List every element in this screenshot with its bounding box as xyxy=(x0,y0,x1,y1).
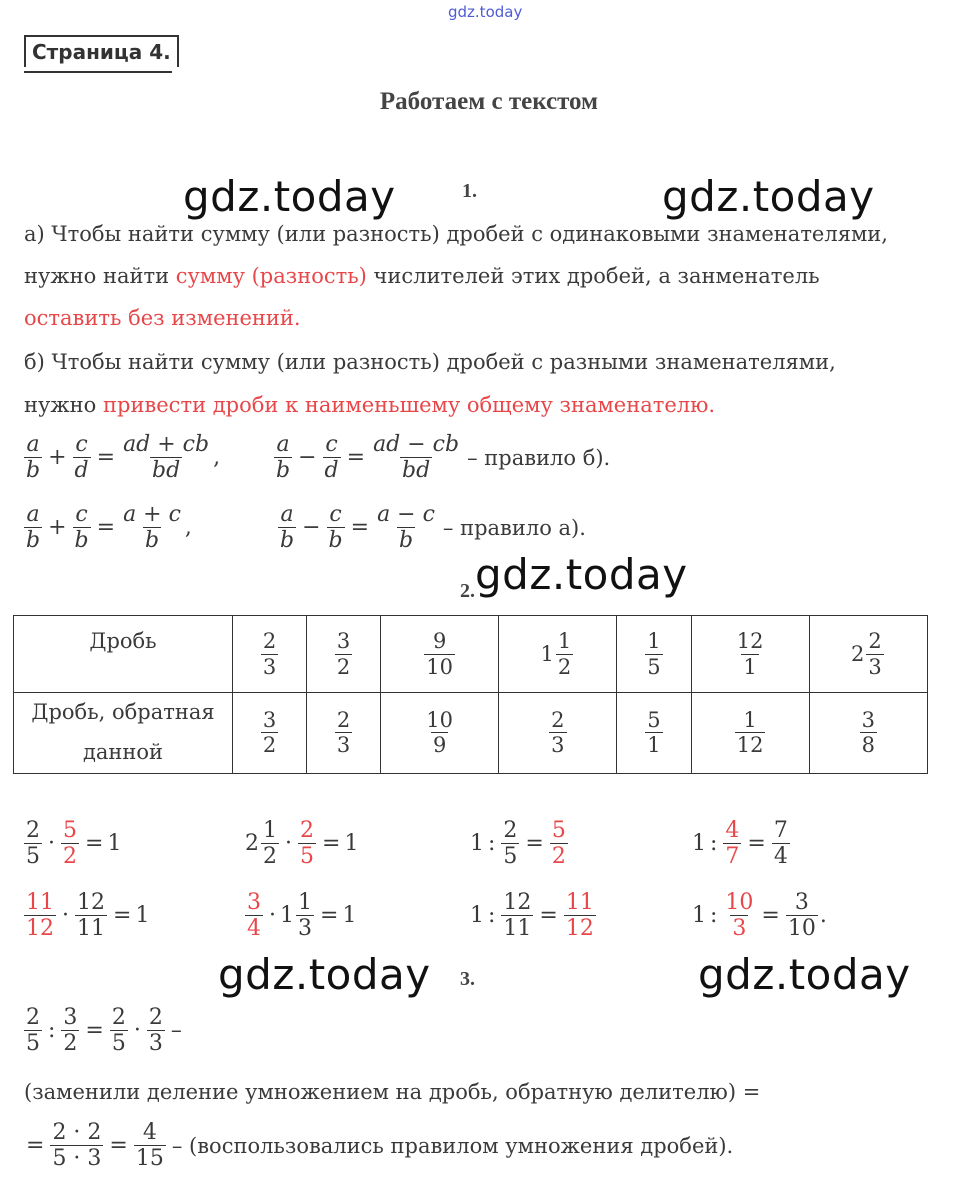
page-label: Страница 4. xyxy=(24,35,179,67)
rule-a-line2: нужно найти сумму (разность) числителей этих дробей, а занменатель xyxy=(24,264,820,288)
table-cell: $\frac{3}{8}$ xyxy=(809,693,927,774)
formula-difference-same-denominators: $\frac{a}{b}$ − $\frac{c}{b}$ = $\frac{a - c}{b}$ – правило а). xyxy=(280,502,586,554)
section-3-number: 3. xyxy=(460,968,475,990)
table-cell: $\frac{1}{5}$ xyxy=(617,616,691,693)
table-cell: $\frac{10}{9}$ xyxy=(381,693,499,774)
row-header-reciprocal: Дробь, обратная данной xyxy=(14,693,233,774)
table-cell: 1 $\frac{1}{2}$ xyxy=(499,616,617,693)
watermark: gdz.today xyxy=(475,550,688,599)
watermark: gdz.today xyxy=(698,950,911,999)
row-header-fraction: Дробь xyxy=(14,616,233,693)
table-cell: $\frac{5}{1}$ xyxy=(617,693,691,774)
rule-b-label: – правило б). xyxy=(467,445,611,470)
rule-a-line1: а) Чтобы найти сумму (или разность) дробей с одинаковыми знаменателями, xyxy=(24,222,888,246)
formula-sum-same-denominators: $\frac{a}{b}$ + $\frac{c}{b}$ = $\frac{a + c}{b}$ , xyxy=(26,502,192,554)
table-row xyxy=(14,616,928,693)
table-cell: $\frac{2}{3}$ xyxy=(499,693,617,774)
table-cell: $\frac{12}{1}$ xyxy=(691,616,809,693)
page-label-underline xyxy=(24,71,172,73)
table-cell: $\frac{9}{10}$ xyxy=(381,616,499,693)
watermark: gdz.today xyxy=(218,950,431,999)
equation-4: 1 : $\frac{4}{7}$ = $\frac{7}{4}$ xyxy=(692,818,788,870)
equation-3: 1 : $\frac{2}{5}$ = $\frac{5}{2}$ xyxy=(470,818,566,870)
equation-7: 1 : $\frac{12}{11}$ = $\frac{11}{12}$ xyxy=(470,890,594,942)
table-cell: $\frac{3}{2}$ xyxy=(307,616,381,693)
equation-5: $\frac{11}{12}$ · $\frac{12}{11}$ = 1 xyxy=(26,890,150,942)
equation-8: 1 : $\frac{10}{3}$ = $\frac{3}{10}$ . xyxy=(692,890,827,942)
watermark-top: gdz.today xyxy=(448,3,523,21)
table-cell: $\frac{2}{3}$ xyxy=(233,616,307,693)
formula-sum-different-denominators: $\frac{a}{b}$ + $\frac{c}{d}$ = $\frac{ad + cb}{bd}$ , xyxy=(26,432,221,484)
section-2-number: 2. xyxy=(460,580,475,602)
table-cell: 2 $\frac{2}{3}$ xyxy=(809,616,927,693)
equation-result: = $\frac{2 \cdot 2}{5 \cdot 3}$ = $\frac{4}{15}$ – (воспользовались правилом умножения дробей). xyxy=(26,1120,734,1172)
rule-b-line1: б) Чтобы найти сумму (или разность) дробей с разными знаменателями, xyxy=(24,350,836,374)
rule-b-highlight: привести дроби к наименьшему общему знаменателю. xyxy=(103,393,716,417)
page-title: Работаем с текстом xyxy=(379,88,599,115)
table-cell: $\frac{2}{3}$ xyxy=(307,693,381,774)
rule-a-highlight-1: сумму (разность) xyxy=(175,264,367,288)
rule-b-line2: нужно привести дроби к наименьшему общему знаменателю. xyxy=(24,393,716,417)
table-cell: $\frac{3}{2}$ xyxy=(233,693,307,774)
rule-a-highlight-2: оставить без изменений. xyxy=(24,306,301,330)
equation-division: $\frac{2}{5}$ : $\frac{3}{2}$ = $\frac{2}{5}$ · $\frac{2}{3}$ – xyxy=(26,1005,182,1057)
formula-difference-different-denominators: $\frac{a}{b}$ − $\frac{c}{d}$ = $\frac{ad - cb}{bd}$ – правило б). xyxy=(276,432,611,484)
section-1-number: 1. xyxy=(462,180,477,202)
equation-1: $\frac{2}{5}$ · $\frac{5}{2}$ = 1 xyxy=(26,818,122,870)
equation-6: $\frac{3}{4}$ · 1 $\frac{1}{3}$ = 1 xyxy=(247,890,357,942)
explanation-2: – (воспользовались правилом умножения дробей). xyxy=(171,1133,734,1158)
table-cell: $\frac{1}{12}$ xyxy=(691,693,809,774)
explanation-1: (заменили деление умножением на дробь, обратную делителю) = xyxy=(24,1080,761,1104)
rule-a-label: – правило а). xyxy=(442,515,586,540)
watermark: gdz.today xyxy=(183,172,396,221)
reciprocal-table xyxy=(13,615,928,774)
watermark: gdz.today xyxy=(662,172,875,221)
table-row xyxy=(14,693,928,774)
equation-2: 2 $\frac{1}{2}$ · $\frac{2}{5}$ = 1 xyxy=(245,818,359,870)
